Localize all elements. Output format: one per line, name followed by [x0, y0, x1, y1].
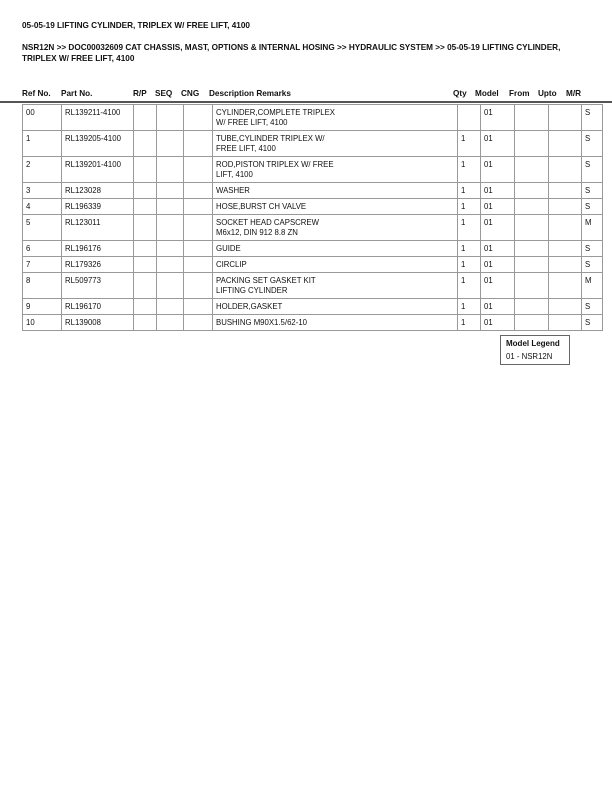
- cell-desc: [213, 315, 458, 331]
- cell-from: [515, 273, 549, 299]
- cell-cng: [184, 157, 213, 183]
- table-row: [23, 273, 603, 299]
- cell-desc: [213, 183, 458, 199]
- cell-desc: [213, 199, 458, 215]
- cell-seq: [157, 183, 184, 199]
- cell-from: [515, 105, 549, 131]
- cell-cng: [184, 299, 213, 315]
- table-row: [23, 257, 603, 273]
- remarks-line: M6x12, DIN 912 8.8 ZN: [216, 228, 298, 237]
- cell-ref: 8: [23, 273, 62, 299]
- table-row: [23, 299, 603, 315]
- cell-mr: S: [582, 199, 603, 215]
- cell-ref: 7: [23, 257, 62, 273]
- cell-desc: [213, 299, 458, 315]
- cell-desc: [213, 257, 458, 273]
- cell-rp: [134, 199, 157, 215]
- cell-rp: [134, 299, 157, 315]
- column-header: Model: [475, 89, 499, 98]
- cell-cng: [184, 241, 213, 257]
- description-line: HOLDER,GASKET: [216, 302, 283, 311]
- cell-ref: 6: [23, 241, 62, 257]
- cell-seq: [157, 199, 184, 215]
- cell-qty: 1: [458, 299, 481, 315]
- cell-ref: 10: [23, 315, 62, 331]
- description-line: CYLINDER,COMPLETE TRIPLEX: [216, 108, 336, 117]
- description-line: ROD,PISTON TRIPLEX W/ FREE: [216, 160, 334, 169]
- cell-from: [515, 257, 549, 273]
- table-row: [23, 315, 603, 331]
- table-row: [23, 215, 603, 241]
- cell-cng: [184, 315, 213, 331]
- cell-qty: [458, 105, 481, 131]
- cell-mr: S: [582, 299, 603, 315]
- cell-part: RL123028: [62, 183, 134, 199]
- cell-part: RL179326: [62, 257, 134, 273]
- cell-qty: 1: [458, 257, 481, 273]
- cell-part: RL139201-4100: [62, 157, 134, 183]
- cell-part: RL139211-4100: [62, 105, 134, 131]
- cell-rp: [134, 131, 157, 157]
- cell-qty: 1: [458, 241, 481, 257]
- column-header: Upto: [538, 89, 557, 98]
- description-line: TUBE,CYLINDER TRIPLEX W/: [216, 134, 325, 143]
- parts-table: [22, 104, 603, 331]
- description-line: HOSE,BURST CH VALVE: [216, 202, 307, 211]
- cell-qty: 1: [458, 215, 481, 241]
- cell-qty: 1: [458, 315, 481, 331]
- cell-ref: 2: [23, 157, 62, 183]
- cell-part: RL139205-4100: [62, 131, 134, 157]
- cell-desc: [213, 105, 458, 131]
- cell-ref: 5: [23, 215, 62, 241]
- cell-model: 01: [481, 199, 515, 215]
- cell-ref: 9: [23, 299, 62, 315]
- cell-cng: [184, 257, 213, 273]
- cell-model: 01: [481, 315, 515, 331]
- cell-rp: [134, 157, 157, 183]
- cell-seq: [157, 299, 184, 315]
- cell-model: 01: [481, 131, 515, 157]
- cell-qty: 1: [458, 131, 481, 157]
- cell-seq: [157, 257, 184, 273]
- cell-model: 01: [481, 299, 515, 315]
- cell-rp: [134, 257, 157, 273]
- column-header: M/R: [566, 89, 582, 98]
- model-legend: [500, 335, 570, 365]
- cell-mr: M: [582, 273, 603, 299]
- table-row: [23, 199, 603, 215]
- cell-mr: S: [582, 315, 603, 331]
- cell-rp: [134, 183, 157, 199]
- column-header: From: [509, 89, 530, 98]
- cell-part: RL196170: [62, 299, 134, 315]
- column-header: CNG: [181, 89, 200, 98]
- description-line: CIRCLIP: [216, 260, 247, 269]
- remarks-line: LIFTING CYLINDER: [216, 286, 288, 295]
- page-title: 05-05-19 LIFTING CYLINDER, TRIPLEX W/ FREE LIFT, 4100: [22, 21, 250, 30]
- cell-model: 01: [481, 241, 515, 257]
- table-row: [23, 157, 603, 183]
- cell-upto: [549, 241, 582, 257]
- cell-cng: [184, 215, 213, 241]
- cell-model: 01: [481, 273, 515, 299]
- cell-part: RL196176: [62, 241, 134, 257]
- cell-mr: S: [582, 183, 603, 199]
- cell-upto: [549, 157, 582, 183]
- cell-from: [515, 315, 549, 331]
- cell-rp: [134, 273, 157, 299]
- cell-part: RL123011: [62, 215, 134, 241]
- cell-rp: [134, 105, 157, 131]
- cell-ref: 3: [23, 183, 62, 199]
- cell-upto: [549, 273, 582, 299]
- cell-desc: [213, 241, 458, 257]
- cell-seq: [157, 273, 184, 299]
- remarks-line: W/ FREE LIFT, 4100: [216, 118, 288, 127]
- cell-from: [515, 157, 549, 183]
- cell-mr: S: [582, 241, 603, 257]
- cell-from: [515, 299, 549, 315]
- cell-model: 01: [481, 183, 515, 199]
- description-line: GUIDE: [216, 244, 241, 253]
- cell-part: RL139008: [62, 315, 134, 331]
- description-line: PACKING SET GASKET KIT: [216, 276, 316, 285]
- cell-desc: [213, 215, 458, 241]
- cell-upto: [549, 215, 582, 241]
- description-line: SOCKET HEAD CAPSCREW: [216, 218, 319, 227]
- cell-seq: [157, 157, 184, 183]
- cell-cng: [184, 183, 213, 199]
- cell-desc: [213, 157, 458, 183]
- cell-rp: [134, 241, 157, 257]
- cell-cng: [184, 131, 213, 157]
- cell-part: RL196339: [62, 199, 134, 215]
- column-header: SEQ: [155, 89, 173, 98]
- cell-qty: 1: [458, 199, 481, 215]
- description-line: BUSHING M90X1.5/62-10: [216, 318, 308, 327]
- cell-seq: [157, 131, 184, 157]
- cell-upto: [549, 199, 582, 215]
- cell-qty: 1: [458, 273, 481, 299]
- cell-mr: M: [582, 215, 603, 241]
- cell-cng: [184, 105, 213, 131]
- column-header: Description Remarks: [209, 89, 291, 98]
- table-row: [23, 183, 603, 199]
- legend-entry: 01 - NSR12N: [506, 352, 553, 361]
- cell-cng: [184, 199, 213, 215]
- cell-upto: [549, 299, 582, 315]
- breadcrumb: NSR12N >> DOC00032609 CAT CHASSIS, MAST, OPTIONS & INTERNAL HOSING >> HYDRAULIC SYSTEM >> 05-05-19 LIFTING CYLINDER, TRIPLEX W/ FREE LIFT, 4100: [22, 43, 561, 63]
- cell-upto: [549, 183, 582, 199]
- cell-desc: [213, 131, 458, 157]
- cell-ref: 4: [23, 199, 62, 215]
- cell-rp: [134, 215, 157, 241]
- table-row: [23, 131, 603, 157]
- cell-upto: [549, 257, 582, 273]
- cell-upto: [549, 105, 582, 131]
- legend-title: Model Legend: [506, 339, 560, 348]
- cell-from: [515, 241, 549, 257]
- cell-model: 01: [481, 105, 515, 131]
- cell-model: 01: [481, 257, 515, 273]
- cell-seq: [157, 241, 184, 257]
- cell-mr: S: [582, 105, 603, 131]
- cell-cng: [184, 273, 213, 299]
- table-row: [23, 105, 603, 131]
- cell-ref: 1: [23, 131, 62, 157]
- cell-model: 01: [481, 157, 515, 183]
- cell-model: 01: [481, 215, 515, 241]
- cell-rp: [134, 315, 157, 331]
- remarks-line: LIFT, 4100: [216, 170, 253, 179]
- header-rule: [0, 101, 612, 103]
- description-line: WASHER: [216, 186, 250, 195]
- cell-part: RL509773: [62, 273, 134, 299]
- cell-qty: 1: [458, 157, 481, 183]
- cell-qty: 1: [458, 183, 481, 199]
- column-header: Part No.: [61, 89, 93, 98]
- cell-mr: S: [582, 157, 603, 183]
- cell-mr: S: [582, 257, 603, 273]
- cell-from: [515, 183, 549, 199]
- cell-seq: [157, 315, 184, 331]
- cell-from: [515, 199, 549, 215]
- cell-upto: [549, 131, 582, 157]
- column-header: Ref No.: [22, 89, 51, 98]
- column-header: R/P: [133, 89, 147, 98]
- cell-from: [515, 215, 549, 241]
- cell-upto: [549, 315, 582, 331]
- remarks-line: FREE LIFT, 4100: [216, 144, 276, 153]
- cell-seq: [157, 215, 184, 241]
- column-header: Qty: [453, 89, 467, 98]
- cell-seq: [157, 105, 184, 131]
- cell-ref: 00: [23, 105, 62, 131]
- cell-mr: S: [582, 131, 603, 157]
- table-row: [23, 241, 603, 257]
- cell-desc: [213, 273, 458, 299]
- cell-from: [515, 131, 549, 157]
